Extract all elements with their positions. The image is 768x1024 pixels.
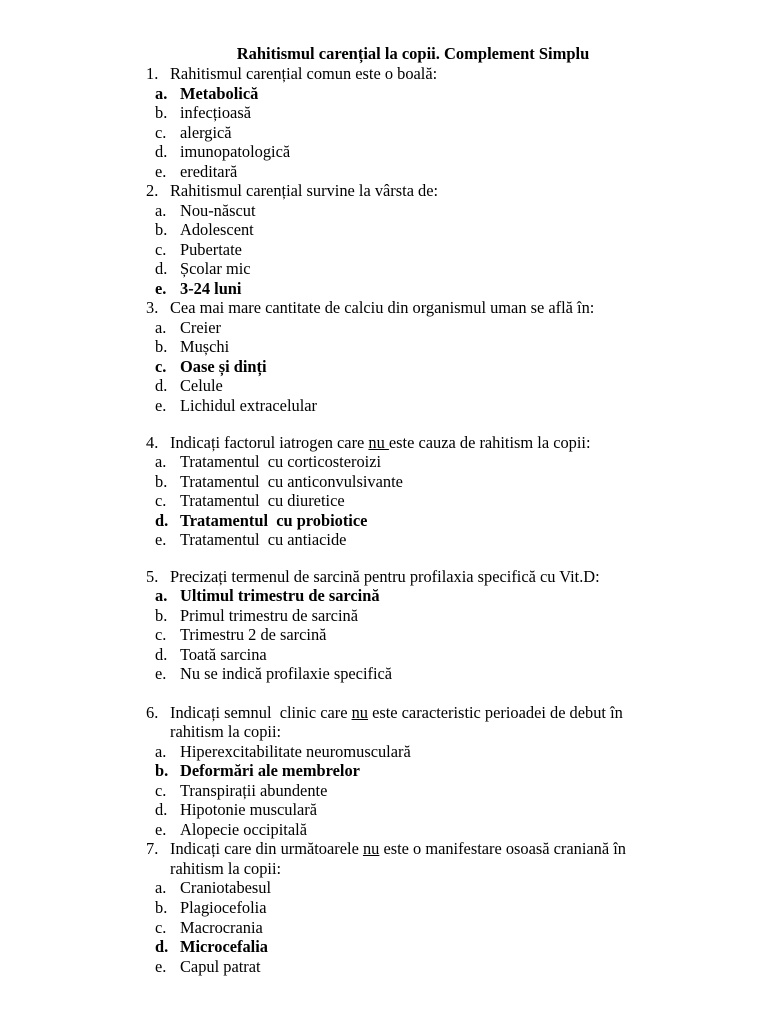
- option-6b: [155, 761, 360, 781]
- question-number: 6.: [146, 703, 159, 722]
- option-letter: e.: [155, 396, 167, 415]
- option-text: Pubertate: [180, 240, 242, 259]
- option-6a: [155, 742, 411, 762]
- option-letter: c.: [155, 240, 167, 259]
- question-number: 3.: [146, 298, 159, 317]
- option-letter: c.: [155, 357, 167, 376]
- option-letter: d.: [155, 142, 168, 161]
- option-letter: c.: [155, 625, 167, 644]
- option-text: Nu se indică profilaxie specifică: [180, 664, 393, 683]
- option-text: Hipotonie musculară: [180, 800, 318, 819]
- option-text: Primul trimestru de sarcină: [180, 606, 358, 625]
- option-2a: [155, 201, 256, 221]
- option-letter: b.: [155, 103, 168, 122]
- option-text: Alopecie occipitală: [180, 820, 307, 839]
- option-letter: d.: [155, 376, 168, 395]
- option-text: Trimestru 2 de sarcină: [180, 625, 327, 644]
- option-5c: [155, 625, 326, 645]
- question-text-part: Indicați factorul iatrogen care: [170, 433, 369, 452]
- option-1b: [155, 103, 251, 123]
- option-1a: [155, 84, 258, 104]
- option-letter: c.: [155, 918, 167, 937]
- question-5: [146, 567, 600, 587]
- option-letter: c.: [155, 491, 167, 510]
- option-2e: [155, 279, 241, 299]
- option-letter: e.: [155, 664, 167, 683]
- option-text: Plagiocefolia: [180, 898, 267, 917]
- option-letter: a.: [155, 742, 167, 761]
- option-letter: c.: [155, 781, 167, 800]
- option-text: Nou-născut: [180, 201, 256, 220]
- question-1: [146, 64, 437, 84]
- option-text: ereditară: [180, 162, 238, 181]
- option-text: Creier: [180, 318, 221, 337]
- question-emphasis-nu: nu: [351, 703, 368, 722]
- option-1d: [155, 142, 290, 162]
- option-3c: [155, 357, 267, 377]
- option-text: Deformări ale membrelor: [180, 761, 360, 780]
- option-text: Toată sarcina: [180, 645, 267, 664]
- option-letter: d.: [155, 937, 169, 956]
- option-text: Metabolică: [180, 84, 259, 103]
- question-number: 7.: [146, 839, 159, 858]
- option-6e: [155, 820, 307, 840]
- question-number: 1.: [146, 64, 159, 83]
- question-text: Rahitismul carențial survine la vârsta de:: [170, 181, 439, 200]
- question-text-part: Indicați care din următoarele: [170, 839, 363, 858]
- question-7-continuation: rahitism la copii:: [170, 859, 282, 878]
- option-text: Transpirații abundente: [180, 781, 328, 800]
- option-5d: [155, 645, 267, 665]
- option-letter: e.: [155, 279, 167, 298]
- option-text: Celule: [180, 376, 223, 395]
- option-letter: d.: [155, 800, 168, 819]
- question-6-continuation: rahitism la copii:: [170, 722, 282, 741]
- option-text: imunopatologică: [180, 142, 291, 161]
- option-1e: [155, 162, 237, 182]
- question-text-part: este caracteristic perioadei de debut în: [367, 703, 623, 722]
- question-4: [146, 433, 591, 453]
- option-2d: [155, 259, 251, 279]
- option-letter: d.: [155, 511, 169, 530]
- option-letter: e.: [155, 957, 167, 976]
- option-3d: [155, 376, 223, 396]
- option-text: infecțioasă: [180, 103, 251, 122]
- option-text: Școlar mic: [180, 259, 251, 278]
- option-7d: [155, 937, 268, 957]
- option-2c: [155, 240, 242, 260]
- option-4d: [155, 511, 367, 531]
- option-text: Craniotabesul: [180, 878, 272, 897]
- option-7a: [155, 878, 271, 898]
- option-letter: e.: [155, 820, 167, 839]
- option-7e: [155, 957, 261, 977]
- question-text: Cea mai mare cantitate de calciu din organismul uman se află în:: [170, 298, 595, 317]
- option-6c: [155, 781, 327, 801]
- option-6d: [155, 800, 317, 820]
- option-text: Microcefalia: [180, 937, 268, 956]
- option-letter: b.: [155, 220, 168, 239]
- option-text: alergică: [180, 123, 232, 142]
- question-text-part: este cauza de rahitism la copii:: [388, 433, 591, 452]
- option-text: Tratamentul cu anticonvulsivante: [180, 472, 403, 491]
- option-1c: [155, 123, 232, 143]
- option-4c: [155, 491, 345, 511]
- question-3: [146, 298, 594, 318]
- question-2: [146, 181, 438, 201]
- question-number: 5.: [146, 567, 159, 586]
- option-7c: [155, 918, 263, 938]
- option-letter: e.: [155, 530, 167, 549]
- option-text: Oase și dinți: [180, 357, 267, 376]
- option-letter: e.: [155, 162, 167, 181]
- option-letter: d.: [155, 645, 168, 664]
- option-text: Tratamentul cu antiacide: [180, 530, 347, 549]
- question-text-part: Indicați semnul clinic care: [170, 703, 352, 722]
- option-letter: b.: [155, 606, 168, 625]
- question-7: [146, 839, 626, 859]
- option-text: Lichidul extracelular: [180, 396, 317, 415]
- option-text: Hiperexcitabilitate neuromusculară: [180, 742, 411, 761]
- option-text: Ultimul trimestru de sarcină: [180, 586, 380, 605]
- option-7b: [155, 898, 266, 918]
- option-text: Tratamentul cu diuretice: [180, 491, 345, 510]
- option-3b: [155, 337, 229, 357]
- option-text: Tratamentul cu probiotice: [180, 511, 368, 530]
- question-number: 4.: [146, 433, 159, 452]
- option-5e: [155, 664, 392, 684]
- option-5a: [155, 586, 380, 606]
- option-text: Tratamentul cu corticosteroizi: [180, 452, 382, 471]
- option-text: Capul patrat: [180, 957, 261, 976]
- option-text: Adolescent: [180, 220, 254, 239]
- option-3e: [155, 396, 317, 416]
- question-emphasis-nu: nu: [362, 839, 380, 858]
- option-letter: b.: [155, 898, 168, 917]
- option-letter: a.: [155, 201, 167, 220]
- option-4a: [155, 452, 381, 472]
- option-letter: d.: [155, 259, 168, 278]
- question-text-part: este o manifestare osoasă craniană în: [379, 839, 627, 858]
- option-letter: a.: [155, 318, 167, 337]
- option-letter: c.: [155, 123, 167, 142]
- option-3a: [155, 318, 221, 338]
- option-letter: a.: [155, 452, 167, 471]
- option-letter: a.: [155, 586, 168, 605]
- option-4b: [155, 472, 403, 492]
- option-5b: [155, 606, 358, 626]
- question-6: [146, 703, 623, 723]
- question-text: Rahitismul carențial comun este o boală:: [170, 64, 438, 83]
- option-letter: b.: [155, 761, 169, 780]
- option-text: Mușchi: [180, 337, 230, 356]
- question-text: Precizați termenul de sarcină pentru profilaxia specifică cu Vit.D:: [170, 567, 600, 586]
- question-number: 2.: [146, 181, 159, 200]
- option-letter: a.: [155, 84, 168, 103]
- option-2b: [155, 220, 254, 240]
- option-letter: b.: [155, 337, 168, 356]
- document-title: Rahitismul carențial la copii. Complement Simplu: [236, 44, 590, 63]
- option-letter: a.: [155, 878, 167, 897]
- option-text: 3-24 luni: [180, 279, 242, 298]
- option-text: Macrocrania: [180, 918, 263, 937]
- question-emphasis-nu: nu: [368, 433, 389, 452]
- option-4e: [155, 530, 346, 550]
- option-letter: b.: [155, 472, 168, 491]
